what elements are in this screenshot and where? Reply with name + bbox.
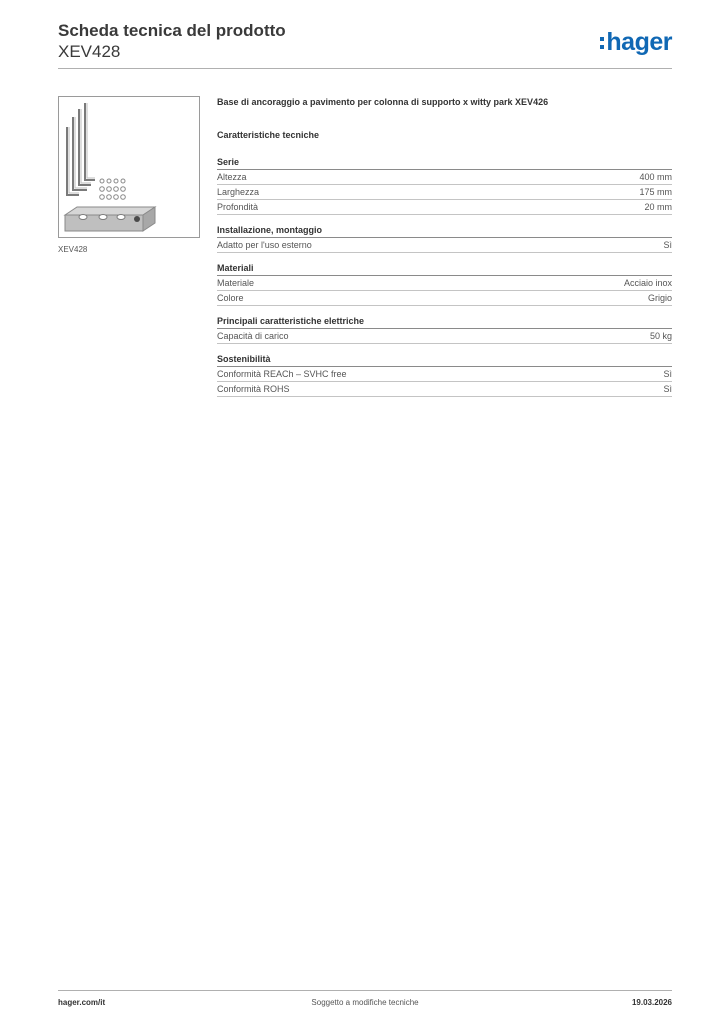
- spec-group-serie: [217, 156, 672, 215]
- spec-group-sostenibilita: [217, 353, 672, 397]
- spec-label: Adatto per l'uso esterno: [217, 240, 312, 250]
- footer-note: Soggetto a modifiche tecniche: [311, 998, 419, 1007]
- specs-section-title: Caratteristiche tecniche: [217, 130, 320, 140]
- anchor-base-illustration-icon: [59, 97, 199, 237]
- spec-label: Conformità ROHS: [217, 384, 290, 394]
- spec-value: Sì: [663, 240, 672, 250]
- spec-row: [217, 200, 672, 215]
- spec-row: [217, 382, 672, 397]
- spec-label: Materiale: [217, 278, 255, 288]
- spec-value: Grigio: [647, 293, 672, 303]
- spec-row: [217, 170, 672, 185]
- group-title: Principali caratteristiche elettriche: [217, 315, 672, 329]
- spec-label: Colore: [217, 293, 244, 303]
- spec-label: Capacità di carico: [217, 331, 289, 341]
- spec-group-elettriche: [217, 315, 672, 344]
- footer-divider: [58, 990, 672, 991]
- image-caption: XEV428: [58, 245, 88, 254]
- spec-label: Larghezza: [217, 187, 260, 197]
- footer-website-link[interactable]: hager.com/it: [58, 998, 106, 1007]
- hager-logo[interactable]: [600, 28, 672, 57]
- spec-row: [217, 291, 672, 306]
- spec-row: [217, 238, 672, 253]
- spec-label: Altezza: [217, 172, 247, 182]
- logo-text: hager: [606, 28, 672, 56]
- spec-group-materiali: [217, 262, 672, 306]
- spec-label: Profondità: [217, 202, 259, 212]
- spec-value: Sì: [663, 369, 672, 379]
- group-title: Serie: [217, 156, 672, 170]
- spec-group-installazione: [217, 224, 672, 253]
- group-title: Installazione, montaggio: [217, 224, 672, 238]
- footer-date: 19.03.2026: [631, 998, 672, 1007]
- spec-value: 175 mm: [639, 187, 672, 197]
- spec-row: [217, 276, 672, 291]
- spec-label: Conformità REACh – SVHC free: [217, 369, 347, 379]
- header-divider: [58, 68, 672, 69]
- product-code: XEV428: [58, 42, 121, 61]
- spec-row: [217, 329, 672, 344]
- group-title: Sostenibilità: [217, 353, 672, 367]
- spec-value: 50 kg: [649, 331, 672, 341]
- spec-value: 20 mm: [644, 202, 672, 212]
- spec-value: Acciaio inox: [623, 278, 672, 288]
- spec-value: 400 mm: [639, 172, 672, 182]
- product-image: [58, 96, 200, 238]
- document-title: Scheda tecnica del prodotto: [58, 21, 286, 40]
- spec-value: Sì: [663, 384, 672, 394]
- logo-dots-icon: [600, 35, 604, 51]
- spec-content: [217, 96, 672, 406]
- page-header: [58, 20, 672, 62]
- group-title: Materiali: [217, 262, 672, 276]
- spec-row: [217, 185, 672, 200]
- product-description: Base di ancoraggio a pavimento per colonna di supporto x witty park XEV426: [217, 97, 549, 107]
- spec-row: [217, 367, 672, 382]
